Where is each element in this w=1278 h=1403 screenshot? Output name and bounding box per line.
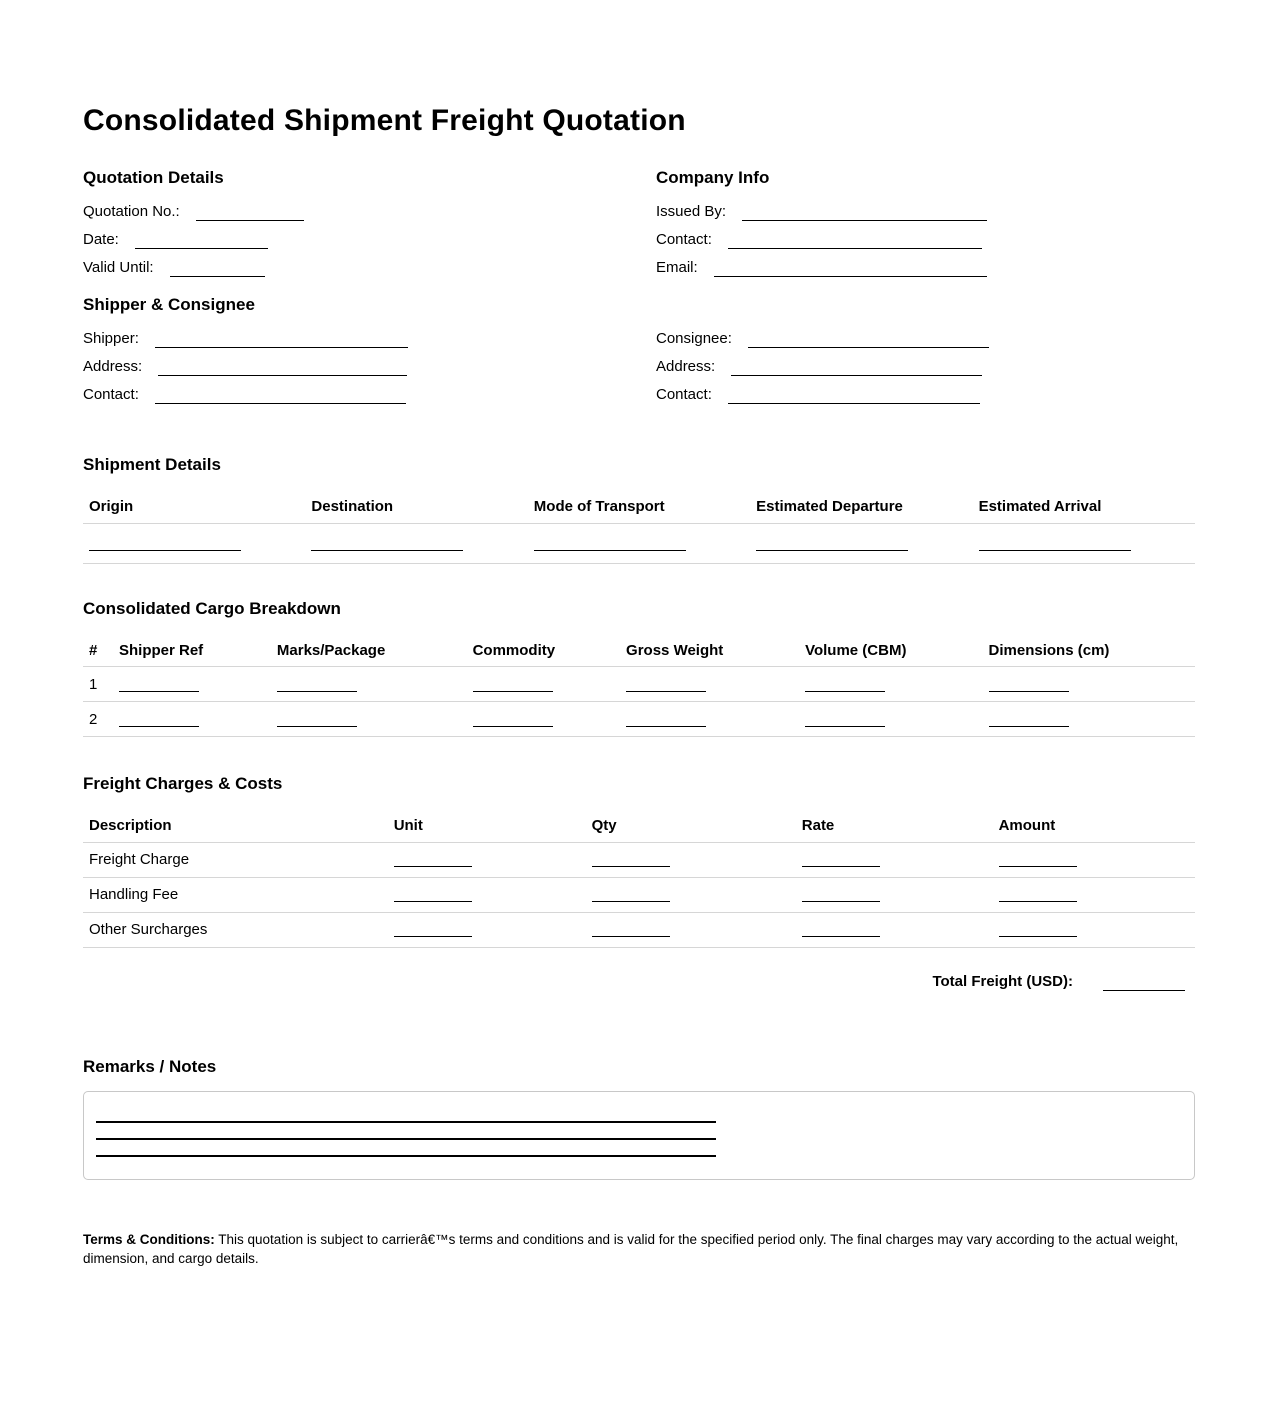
- consignee-contact-label: Contact:: [656, 385, 712, 403]
- quotation-company-section: [83, 167, 1195, 281]
- unit-cell: [388, 842, 586, 877]
- page-title: Consolidated Shipment Freight Quotation: [83, 104, 686, 137]
- valid-until-label: Valid Until:: [83, 258, 154, 276]
- shipper-block: [83, 324, 656, 408]
- issued-by-row: [656, 197, 1195, 225]
- date-label: Date:: [83, 230, 119, 248]
- row-number-cell: 1: [83, 667, 113, 702]
- volume-cbm-cell: [799, 667, 982, 702]
- marks-package-cell: [271, 702, 467, 737]
- column-header-origin: Origin: [83, 491, 305, 523]
- amount-blank: [999, 924, 1077, 937]
- company-contact-row: [656, 225, 1195, 253]
- commodity-blank: [473, 679, 553, 692]
- mode-of-transport-cell: [528, 523, 750, 563]
- dimensions-cm-blank: [989, 714, 1069, 727]
- qty-cell: [586, 842, 796, 877]
- shipper-ref-blank: [119, 714, 199, 727]
- column-header-unit: Unit: [388, 810, 586, 842]
- remarks-section: [83, 1056, 1195, 1180]
- shipper-consignee-grid: [83, 324, 1195, 408]
- dimensions-cm-blank: [989, 679, 1069, 692]
- gross-weight-blank: [626, 679, 706, 692]
- row-number-cell: 2: [83, 702, 113, 737]
- shipper-address-label: Address:: [83, 357, 143, 375]
- unit-blank: [394, 889, 472, 902]
- description-cell: Other Surcharges: [83, 912, 388, 947]
- shipper-row: [83, 324, 656, 352]
- consignee-address-row: [656, 352, 1195, 380]
- shipper-label: Shipper:: [83, 329, 139, 347]
- column-header-description: Description: [83, 810, 388, 842]
- unit-cell: [388, 877, 586, 912]
- remarks-box: [83, 1091, 1195, 1180]
- rate-blank: [802, 854, 880, 867]
- destination-blank: [311, 538, 463, 551]
- remarks-blank-line: [96, 1123, 716, 1140]
- column-header-gross-weight: Gross Weight: [620, 635, 799, 667]
- cargo-row-1: [83, 667, 1195, 702]
- total-freight-row: [83, 970, 1195, 994]
- estimated-departure-blank: [756, 538, 908, 551]
- qty-cell: [586, 912, 796, 947]
- shipper-address-row: [83, 352, 656, 380]
- quotation-no-blank: [196, 208, 304, 221]
- shipment-details-heading: Shipment Details: [83, 455, 221, 474]
- quotation-details-block: [83, 167, 656, 281]
- cargo-header-row: [83, 635, 1195, 667]
- column-header-estimated-departure: Estimated Departure: [750, 491, 972, 523]
- remarks-blank-line: [96, 1140, 716, 1157]
- remarks-heading: Remarks / Notes: [83, 1056, 217, 1076]
- quotation-details-heading: Quotation Details: [83, 168, 224, 187]
- cargo-row-2: [83, 702, 1195, 737]
- shipper-consignee-section: [83, 294, 1195, 408]
- rate-cell: [796, 877, 993, 912]
- marks-package-cell: [271, 667, 467, 702]
- company-info-heading: Company Info: [656, 168, 770, 187]
- destination-cell: [305, 523, 527, 563]
- amount-cell: [993, 842, 1195, 877]
- amount-cell: [993, 877, 1195, 912]
- qty-blank: [592, 889, 670, 902]
- column-header-dimensions-cm: Dimensions (cm): [983, 635, 1195, 667]
- unit-cell: [388, 912, 586, 947]
- document-page: [83, 103, 1195, 1268]
- gross-weight-blank: [626, 714, 706, 727]
- estimated-arrival-cell: [973, 523, 1195, 563]
- shipment-details-table: [83, 491, 1195, 564]
- shipper-blank: [155, 335, 408, 348]
- commodity-cell: [467, 667, 620, 702]
- rate-blank: [802, 924, 880, 937]
- consignee-address-blank: [731, 363, 982, 376]
- amount-blank: [999, 889, 1077, 902]
- shipper-ref-blank: [119, 679, 199, 692]
- shipper-contact-label: Contact:: [83, 385, 139, 403]
- origin-cell: [83, 523, 305, 563]
- shipment-details-section: [83, 454, 1195, 564]
- cargo-breakdown-section: [83, 598, 1195, 738]
- freight-row-freight-charge: [83, 842, 1195, 877]
- shipment-header-row: [83, 491, 1195, 523]
- terms-text: This quotation is subject to carrierâ€™s terms and conditions and is valid for the specified period only. The final charges may vary according to the actual weight, dimension, and cargo details.: [83, 1231, 1179, 1266]
- unit-blank: [394, 854, 472, 867]
- commodity-cell: [467, 702, 620, 737]
- freight-header-row: [83, 810, 1195, 842]
- qty-blank: [592, 854, 670, 867]
- consignee-address-label: Address:: [656, 357, 716, 375]
- volume-cbm-blank: [805, 714, 885, 727]
- shipper-contact-blank: [155, 391, 406, 404]
- column-header-marks-package: Marks/Package: [271, 635, 467, 667]
- consignee-contact-row: [656, 380, 1195, 408]
- shipper-ref-cell: [113, 702, 271, 737]
- amount-cell: [993, 912, 1195, 947]
- consignee-block: [656, 324, 1195, 408]
- email-blank: [714, 264, 987, 277]
- dimensions-cm-cell: [983, 702, 1195, 737]
- gross-weight-cell: [620, 702, 799, 737]
- gross-weight-cell: [620, 667, 799, 702]
- marks-package-blank: [277, 714, 357, 727]
- mode-of-transport-blank: [534, 538, 686, 551]
- company-contact-label: Contact:: [656, 230, 712, 248]
- column-header-destination: Destination: [305, 491, 527, 523]
- quotation-no-label: Quotation No.:: [83, 202, 180, 220]
- email-label: Email:: [656, 258, 698, 276]
- volume-cbm-cell: [799, 702, 982, 737]
- description-cell: Freight Charge: [83, 842, 388, 877]
- rate-cell: [796, 912, 993, 947]
- dimensions-cm-cell: [983, 667, 1195, 702]
- column-header-shipper-ref: Shipper Ref: [113, 635, 271, 667]
- date-row: [83, 225, 656, 253]
- consignee-blank: [748, 335, 989, 348]
- qty-cell: [586, 877, 796, 912]
- issued-by-label: Issued By:: [656, 202, 727, 220]
- column-header-mode-of-transport: Mode of Transport: [528, 491, 750, 523]
- column-header-amount: Amount: [993, 810, 1195, 842]
- freight-row-handling-fee: [83, 877, 1195, 912]
- origin-blank: [89, 538, 241, 551]
- rate-cell: [796, 842, 993, 877]
- consignee-row: [656, 324, 1195, 352]
- shipper-contact-row: [83, 380, 656, 408]
- cargo-breakdown-table: [83, 635, 1195, 738]
- issued-by-blank: [742, 208, 987, 221]
- shipper-ref-cell: [113, 667, 271, 702]
- freight-row-other-surcharges: [83, 912, 1195, 947]
- column-header-rate: Rate: [796, 810, 993, 842]
- column-header-qty: Qty: [586, 810, 796, 842]
- valid-until-row: [83, 253, 656, 281]
- commodity-blank: [473, 714, 553, 727]
- column-header-number: #: [83, 635, 113, 667]
- freight-charges-section: [83, 773, 1195, 948]
- consignee-contact-blank: [728, 391, 980, 404]
- column-header-estimated-arrival: Estimated Arrival: [973, 491, 1195, 523]
- terms-label: Terms & Conditions:: [83, 1231, 215, 1247]
- shipper-consignee-heading: Shipper & Consignee: [83, 295, 255, 314]
- unit-blank: [394, 924, 472, 937]
- cargo-breakdown-heading: Consolidated Cargo Breakdown: [83, 598, 341, 618]
- email-row: [656, 253, 1195, 281]
- remarks-blank-line: [96, 1106, 716, 1123]
- freight-charges-table: [83, 810, 1195, 948]
- column-header-volume-cbm: Volume (CBM): [799, 635, 982, 667]
- qty-blank: [592, 924, 670, 937]
- estimated-arrival-blank: [979, 538, 1131, 551]
- date-blank: [135, 236, 268, 249]
- consignee-label: Consignee:: [656, 329, 732, 347]
- quotation-no-row: [83, 197, 656, 225]
- volume-cbm-blank: [805, 679, 885, 692]
- terms-and-conditions: [83, 1230, 1195, 1268]
- estimated-departure-cell: [750, 523, 972, 563]
- company-info-block: [656, 167, 1195, 281]
- shipment-blank-row: [83, 523, 1195, 563]
- column-header-commodity: Commodity: [467, 635, 620, 667]
- company-contact-blank: [728, 236, 982, 249]
- shipper-address-blank: [158, 363, 407, 376]
- freight-charges-heading: Freight Charges & Costs: [83, 774, 283, 793]
- description-cell: Handling Fee: [83, 877, 388, 912]
- rate-blank: [802, 889, 880, 902]
- total-freight-blank: [1103, 978, 1185, 991]
- total-freight-label: Total Freight (USD):: [932, 973, 1073, 990]
- marks-package-blank: [277, 679, 357, 692]
- amount-blank: [999, 854, 1077, 867]
- valid-until-blank: [170, 264, 265, 277]
